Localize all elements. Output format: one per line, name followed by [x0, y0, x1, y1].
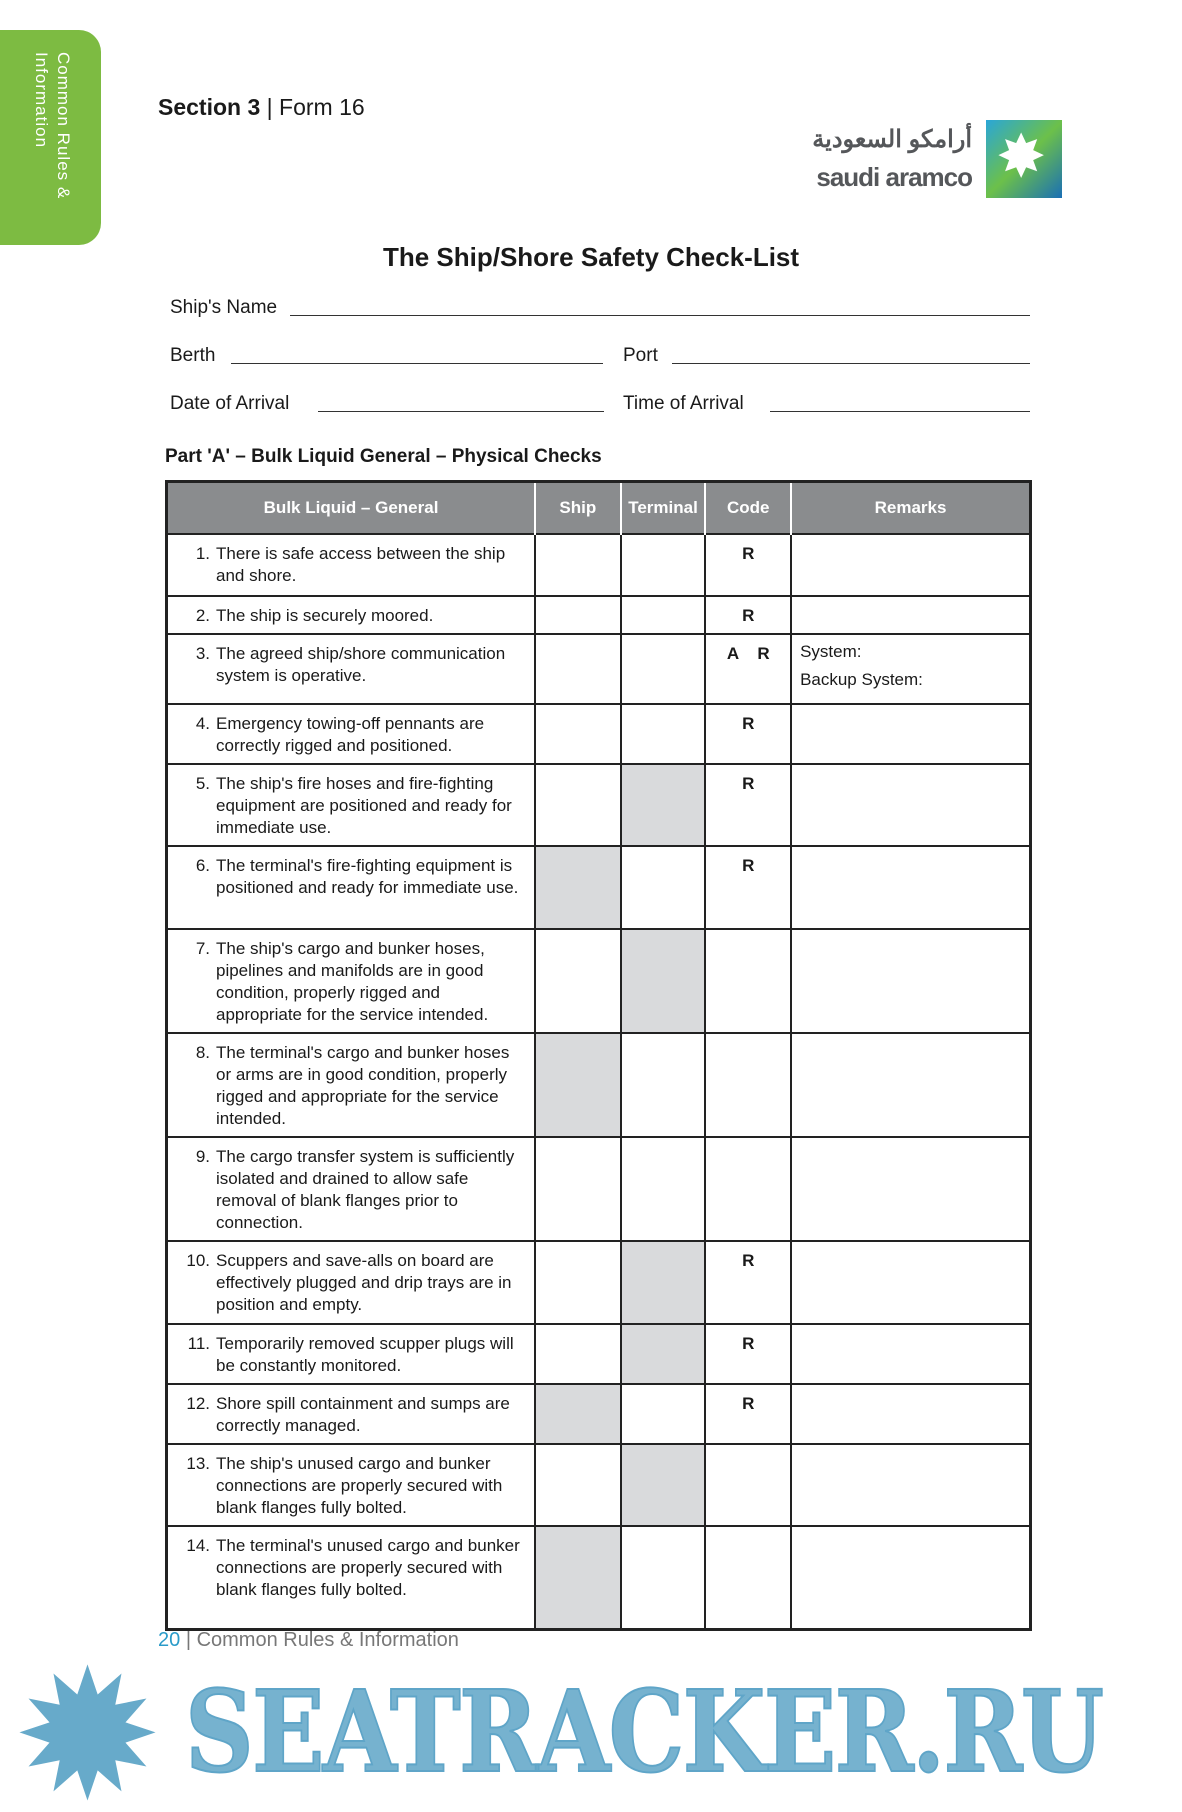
- page-number: 20: [158, 1629, 181, 1651]
- ship-check-cell: [535, 846, 621, 929]
- item-text: Temporarily removed scupper plugs will be constantly monitored.: [216, 1334, 514, 1375]
- table-row: [167, 1526, 1031, 1629]
- item-number: 4.: [195, 714, 210, 733]
- item-number: 11.: [187, 1334, 210, 1353]
- logo-english-text: saudi aramco: [816, 162, 972, 192]
- page-footer: [158, 1628, 459, 1652]
- port-label: Port: [623, 345, 658, 366]
- table-row: [167, 534, 1031, 596]
- item-number: 7.: [195, 939, 210, 958]
- berth-field[interactable]: [231, 363, 603, 364]
- check-item: [167, 1384, 536, 1444]
- header-ship: Ship: [535, 482, 621, 535]
- code-cell: R: [705, 704, 791, 764]
- remarks-cell[interactable]: [791, 596, 1030, 634]
- section-separator: |: [266, 94, 273, 120]
- table-row: [167, 596, 1031, 634]
- item-text: The ship is securely moored.: [216, 606, 434, 625]
- terminal-check-cell[interactable]: [621, 596, 706, 634]
- check-item: [167, 1324, 536, 1384]
- check-item: [167, 704, 536, 764]
- check-item: [167, 929, 536, 1033]
- date-of-arrival-label: Date of Arrival: [170, 393, 290, 414]
- remarks-cell[interactable]: [791, 846, 1030, 929]
- checklist-table: [165, 480, 1032, 1631]
- check-item: [167, 1444, 536, 1526]
- item-number: 1.: [195, 544, 210, 563]
- remarks-cell[interactable]: [791, 1033, 1030, 1137]
- table-row: [167, 634, 1031, 704]
- item-number: 13.: [186, 1454, 210, 1473]
- remarks-label: System:: [800, 642, 862, 661]
- terminal-check-cell[interactable]: [621, 1137, 706, 1241]
- code-cell: R: [705, 1241, 791, 1324]
- ship-check-cell[interactable]: [535, 1137, 621, 1241]
- header-code: Code: [705, 482, 791, 535]
- section-number: Section 3: [158, 94, 261, 120]
- terminal-check-cell[interactable]: [621, 634, 706, 704]
- remarks-cell[interactable]: [791, 1444, 1030, 1526]
- item-number: 12.: [186, 1394, 210, 1413]
- saudi-aramco-logo: [780, 120, 1062, 200]
- table-row: [167, 1384, 1031, 1444]
- item-number: 10.: [186, 1251, 210, 1270]
- terminal-check-cell: [621, 1324, 706, 1384]
- footer-separator: |: [185, 1629, 192, 1651]
- page-title: The Ship/Shore Safety Check-List: [382, 242, 800, 272]
- item-text: There is safe access between the ship and shore.: [216, 544, 506, 585]
- side-section-tab: [0, 30, 101, 245]
- item-number: 14.: [186, 1536, 210, 1555]
- table-row: [167, 1033, 1031, 1137]
- remarks-cell[interactable]: [791, 1384, 1030, 1444]
- item-number: 8.: [195, 1043, 210, 1062]
- terminal-check-cell: [621, 764, 706, 846]
- header-terminal: Terminal: [621, 482, 706, 535]
- section-heading: [158, 94, 365, 121]
- item-number: 3.: [195, 644, 210, 663]
- item-text: Emergency towing-off pennants are correctly rigged and positioned.: [216, 714, 485, 755]
- ship-check-cell: [535, 1526, 621, 1629]
- ship-check-cell[interactable]: [535, 1241, 621, 1324]
- code-cell: R: [705, 596, 791, 634]
- code-cell: R: [705, 534, 791, 596]
- ship-check-cell[interactable]: [535, 534, 621, 596]
- ship-check-cell: [535, 1033, 621, 1137]
- code-cell: R: [705, 764, 791, 846]
- part-a-heading: Part 'A' – Bulk Liquid General – Physical Checks: [165, 446, 602, 467]
- remarks-cell[interactable]: [791, 1241, 1030, 1324]
- terminal-check-cell[interactable]: [621, 1033, 706, 1137]
- aramco-star-icon: [986, 120, 1062, 198]
- ships-name-label: Ship's Name: [170, 297, 278, 318]
- remarks-cell[interactable]: [791, 534, 1030, 596]
- ship-check-cell[interactable]: [535, 704, 621, 764]
- item-text: Shore spill containment and sumps are correctly managed.: [216, 1394, 510, 1435]
- check-item: [167, 1241, 536, 1324]
- item-number: 2.: [195, 606, 210, 625]
- table-row: [167, 929, 1031, 1033]
- item-number: 6.: [195, 856, 210, 875]
- remarks-cell[interactable]: [791, 1324, 1030, 1384]
- code-cell: [705, 1444, 791, 1526]
- code-cell: [705, 1033, 791, 1137]
- ship-check-cell[interactable]: [535, 634, 621, 704]
- table-header-row: [167, 482, 1031, 535]
- ship-check-cell[interactable]: [535, 1444, 621, 1526]
- check-item: [167, 596, 536, 634]
- check-item: [167, 534, 536, 596]
- table-row: [167, 1241, 1031, 1324]
- item-text: The ship's unused cargo and bunker connections are properly secured with blank flanges fully bolted.: [216, 1454, 503, 1517]
- remarks-cell[interactable]: [791, 704, 1030, 764]
- item-text: The terminal's cargo and bunker hoses or arms are in good condition, properly rigged and appropriate for the service intended.: [216, 1043, 510, 1128]
- side-tab-label: Common Rules & Information: [32, 52, 73, 200]
- check-item: [167, 634, 536, 704]
- check-item: [167, 1033, 536, 1137]
- sun-icon: ✹: [12, 1636, 163, 1812]
- check-item: [167, 846, 536, 929]
- header-bulk-liquid: Bulk Liquid – General: [167, 482, 536, 535]
- terminal-check-cell[interactable]: [621, 846, 706, 929]
- logo-arabic-text: أرامكو السعودية: [812, 126, 972, 153]
- code-cell: R: [705, 846, 791, 929]
- date-of-arrival-field[interactable]: [318, 411, 604, 412]
- berth-label: Berth: [170, 345, 216, 366]
- table-row: [167, 704, 1031, 764]
- code-cell: [705, 1526, 791, 1629]
- remarks-cell[interactable]: [791, 634, 1030, 704]
- terminal-check-cell[interactable]: [621, 1526, 706, 1629]
- item-text: The terminal's fire-fighting equipment is positioned and ready for immediate use.: [216, 856, 519, 897]
- item-number: 5.: [195, 774, 210, 793]
- code-cell: R: [705, 1324, 791, 1384]
- remarks-label: Backup System:: [800, 670, 923, 689]
- header-remarks: Remarks: [791, 482, 1030, 535]
- terminal-check-cell: [621, 929, 706, 1033]
- code-cell: R: [705, 1384, 791, 1444]
- ship-check-cell[interactable]: [535, 764, 621, 846]
- remarks-cell[interactable]: [791, 929, 1030, 1033]
- ship-check-cell[interactable]: [535, 1324, 621, 1384]
- terminal-check-cell: [621, 1241, 706, 1324]
- table-row: [167, 1137, 1031, 1241]
- check-item: [167, 1137, 536, 1241]
- terminal-check-cell[interactable]: [621, 1384, 706, 1444]
- item-text: The cargo transfer system is sufficiently isolated and drained to allow safe removal of blank flanges prior to connection.: [216, 1147, 515, 1232]
- remarks-cell[interactable]: [791, 1137, 1030, 1241]
- watermark-text: SEATRACKER.RU: [185, 1667, 1103, 1798]
- terminal-check-cell[interactable]: [621, 534, 706, 596]
- table-row: [167, 1444, 1031, 1526]
- item-text: Scuppers and save-alls on board are effectively plugged and drip trays are in position and empty.: [216, 1251, 512, 1314]
- ships-name-field[interactable]: [290, 315, 1030, 316]
- item-number: 9.: [195, 1147, 210, 1166]
- item-text: The terminal's unused cargo and bunker connections are properly secured with blank flanges fully bolted.: [216, 1536, 520, 1599]
- ship-check-cell[interactable]: [535, 929, 621, 1033]
- code-cell: [705, 1137, 791, 1241]
- time-of-arrival-field[interactable]: [770, 411, 1030, 412]
- port-field[interactable]: [672, 363, 1030, 364]
- check-item: [167, 764, 536, 846]
- time-of-arrival-label: Time of Arrival: [623, 393, 744, 414]
- ship-check-cell: [535, 1384, 621, 1444]
- terminal-check-cell[interactable]: [621, 704, 706, 764]
- item-text: The agreed ship/shore communication system is operative.: [216, 644, 506, 685]
- ship-check-cell[interactable]: [535, 596, 621, 634]
- code-cell: A R: [705, 634, 791, 704]
- item-text: The ship's cargo and bunker hoses, pipelines and manifolds are in good condition, properly rigged and appropriate for the service intended.: [216, 939, 489, 1024]
- footer-label: Common Rules & Information: [196, 1629, 459, 1651]
- table-row: [167, 1324, 1031, 1384]
- table-row: [167, 764, 1031, 846]
- item-text: The ship's fire hoses and fire-fighting equipment are positioned and ready for immediate use.: [216, 774, 512, 837]
- remarks-cell[interactable]: [791, 764, 1030, 846]
- check-item: [167, 1526, 536, 1629]
- terminal-check-cell: [621, 1444, 706, 1526]
- remarks-cell[interactable]: [791, 1526, 1030, 1629]
- code-cell: [705, 929, 791, 1033]
- form-number: Form 16: [279, 94, 365, 120]
- table-row: [167, 846, 1031, 929]
